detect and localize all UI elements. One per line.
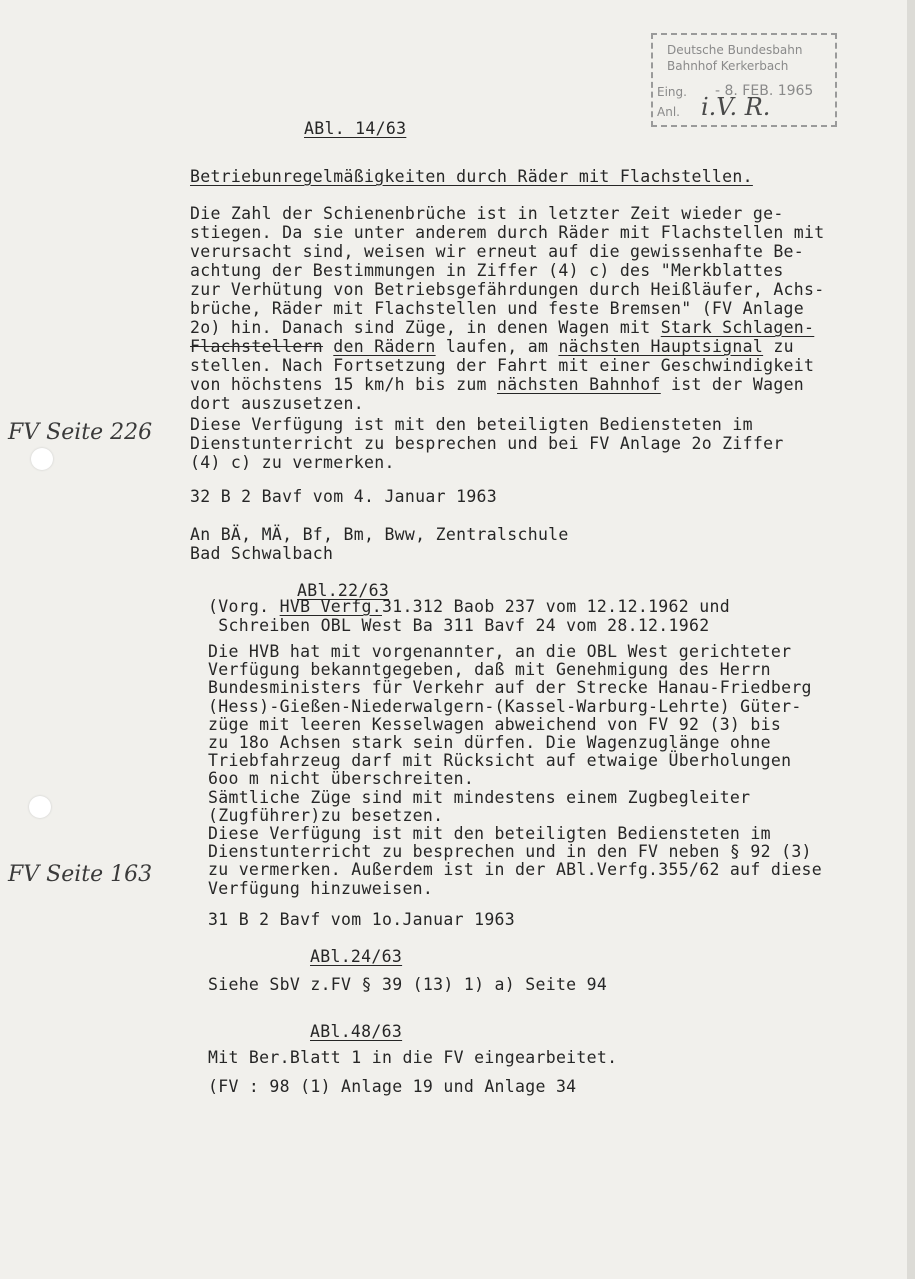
underlined-text: HVB Verfg. [279, 597, 382, 616]
underlined-text: Stark Schlagen- [660, 318, 815, 337]
text-line: 2o) hin. Danach sind Züge, in denen Wagen mit [190, 318, 661, 337]
text-line: Schreiben OBL West Ba 311 Bavf 24 vom 28.12.1962 [208, 616, 710, 635]
section-1-distribution [190, 525, 569, 563]
text-line: verursacht sind, weisen wir erneut auf die gewissenhafte Be- [190, 242, 805, 261]
text-line: zu vermerken. Außerdem ist in der ABl.Verfg.355/62 auf diese [208, 860, 823, 880]
section-2-reference: ABl.22/63 [297, 581, 390, 600]
text-line: achtung der Bestimmungen in Ziffer (4) c) des "Merkblattes [190, 261, 784, 280]
section-1-paragraph-1 [190, 204, 825, 413]
section-1-paragraph-2 [190, 415, 784, 472]
stamp-received-date: - 8. FEB. 1965 [715, 83, 814, 99]
text-line: Dienstunterricht zu besprechen und bei FV Anlage 2o Ziffer [190, 434, 784, 453]
section-2-file-reference: 31 B 2 Bavf vom 1o.Januar 1963 [208, 910, 516, 929]
section-1-title: Betriebunregelmäßigkeiten durch Räder mit Flachstellen. [190, 167, 753, 186]
margin-note-2: FV Seite 163 [8, 862, 153, 887]
margin-note-1: FV Seite 226 [8, 420, 153, 445]
stamp-line-2: Bahnhof Kerkerbach [667, 59, 789, 73]
section-4-line-2: (FV : 98 (1) Anlage 19 und Anlage 34 [208, 1077, 577, 1096]
text-line: zur Verhütung von Betriebsgefährdungen durch Heißläufer, Achs- [190, 280, 825, 299]
section-1-file-reference: 32 B 2 Bavf vom 4. Januar 1963 [190, 487, 498, 506]
text-line: 6oo m nicht überschreiten. [208, 769, 475, 789]
text-line: 31.312 Baob 237 vom 12.12.1962 und [381, 597, 730, 616]
text-line: laufen, am [435, 337, 559, 356]
receipt-stamp [651, 33, 837, 127]
page-edge-shadow [907, 0, 915, 1279]
text-line: Diese Verfügung ist mit den beteiligten Bediensteten im [208, 824, 771, 844]
stamp-line-1: Deutsche Bundesbahn [667, 43, 803, 57]
underlined-text: den Rädern [333, 337, 436, 356]
text-line: Die HVB hat mit vorgenannter, an die OBL West gerichteter [208, 642, 792, 661]
text-line: züge mit leeren Kesselwagen abweichend von FV 92 (3) bis [208, 714, 782, 734]
text-line: An BÄ, MÄ, Bf, Bm, Bww, Zentralschule [190, 525, 569, 544]
text-line: Diese Verfügung ist mit den beteiligten Bediensteten im [190, 415, 753, 434]
text-line: brüche, Räder mit Flachstellen und feste Bremsen" (FV Anlage [190, 299, 805, 318]
text-line: Sämtliche Züge sind mit mindestens einem Zugbegleiter [208, 787, 751, 807]
struck-text: Flachstellern [190, 337, 324, 356]
stamp-annex-label: Anl. [657, 105, 680, 119]
text-line: Triebfahrzeug darf mit Rücksicht auf etwaige Überholungen [208, 751, 792, 771]
text-line: Verfügung hinzuweisen. [208, 878, 434, 898]
section-4-reference: ABl.48/63 [310, 1022, 403, 1041]
underlined-text: nächsten Bahnhof [497, 375, 661, 394]
text-line: stellen. Nach Fortsetzung der Fahrt mit einer Geschwindigkeit [190, 356, 815, 375]
text-line [323, 337, 333, 356]
section-2-body [208, 643, 822, 898]
section-2-preliminary [208, 597, 730, 635]
text-line: zu [763, 337, 794, 356]
text-line: dort auszusetzen. [190, 394, 364, 413]
text-line: Bad Schwalbach [190, 544, 334, 563]
stamp-received-label: Eing. [657, 85, 687, 99]
section-1-reference: ABl. 14/63 [304, 119, 407, 138]
text-line: zu 18o Achsen stark sein dürfen. Die Wagenzuglänge ohne [208, 733, 771, 753]
section-3-reference: ABl.24/63 [310, 947, 403, 966]
punch-hole-top [31, 448, 53, 470]
text-line: Bundesministers für Verkehr auf der Strecke Hanau-Friedberg [208, 678, 812, 698]
text-line: (4) c) zu vermerken. [190, 453, 395, 472]
text-line: Die Zahl der Schienenbrüche ist in letzter Zeit wieder ge- [190, 204, 784, 223]
text-line: ist der Wagen [660, 375, 805, 394]
text-line: Dienstunterricht zu besprechen und in den FV neben § 92 (3) [208, 842, 812, 862]
section-4-line-1: Mit Ber.Blatt 1 in die FV eingearbeitet. [208, 1048, 618, 1067]
stamp-initials: i.V. R. [701, 93, 771, 121]
text-line: Verfügung bekanntgegeben, daß mit Genehmigung des Herrn [208, 660, 771, 680]
text-line: (Hess)-Gießen-Niederwalgern-(Kassel-Warburg-Lehrte) Güter- [208, 696, 802, 716]
underlined-text: nächsten Hauptsignal [558, 337, 764, 356]
section-3-text: Siehe SbV z.FV § 39 (13) 1) a) Seite 94 [208, 975, 608, 994]
text-line: (Zugführer)zu besetzen. [208, 805, 444, 825]
text-line: von höchstens 15 km/h bis zum [190, 375, 498, 394]
text-line: (Vorg. [208, 597, 280, 616]
text-line: stiegen. Da sie unter anderem durch Räder mit Flachstellen mit [190, 223, 825, 242]
punch-hole-bottom [29, 796, 51, 818]
